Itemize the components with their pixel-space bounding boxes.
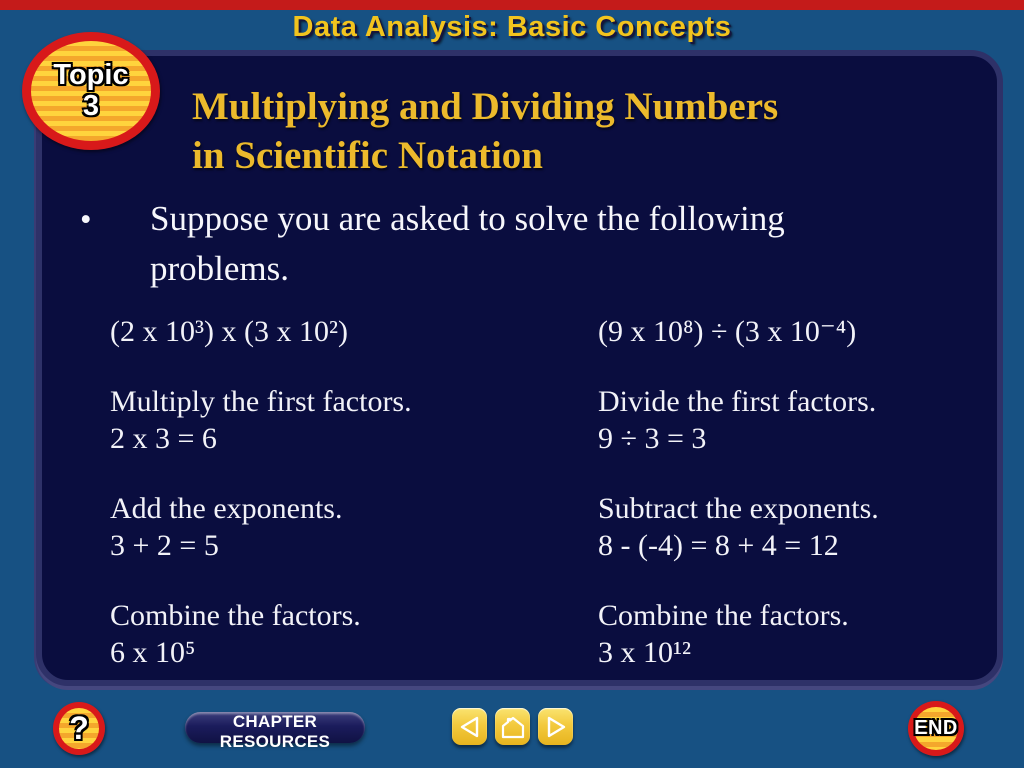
top-red-strip [0, 0, 1024, 10]
worked-example-multiplication [110, 313, 570, 704]
math-group [110, 383, 570, 457]
math-group [110, 490, 570, 564]
math-line: (2 x 10³) x (3 x 10²) [110, 315, 348, 348]
math-line: Subtract the exponents. [598, 492, 879, 525]
math-line: 3 + 2 = 5 [110, 529, 219, 562]
bullet-item [80, 194, 785, 294]
math-line: Add the exponents. [110, 492, 343, 525]
worked-example-division [598, 313, 1018, 704]
math-group [110, 313, 570, 350]
bullet-icon: • [80, 202, 92, 238]
forward-arrow-icon [543, 714, 569, 740]
bullet-text-line1: Suppose you are asked to solve the following [150, 199, 785, 238]
back-button[interactable] [452, 708, 487, 745]
math-group [598, 597, 1018, 671]
chapter-resources-button[interactable]: CHAPTER RESOURCES [185, 712, 365, 743]
math-line: 8 - (-4) = 8 + 4 = 12 [598, 529, 839, 562]
page-title: Data Analysis: Basic Concepts [292, 11, 732, 43]
math-group [598, 490, 1018, 564]
math-line: Divide the first factors. [598, 385, 877, 418]
math-line: (9 x 10⁸) ÷ (3 x 10⁻⁴) [598, 315, 857, 348]
math-line: Multiply the first factors. [110, 385, 412, 418]
math-line: Combine the factors. [598, 599, 849, 632]
bullet-text [150, 194, 785, 294]
slide-heading-line1: Multiplying and Dividing Numbers [192, 85, 779, 128]
topic-badge-text [53, 60, 128, 122]
math-group [598, 383, 1018, 457]
forward-button[interactable] [538, 708, 573, 745]
math-group [598, 313, 1018, 350]
content-panel [36, 50, 1003, 686]
math-group [110, 597, 570, 671]
topic-badge [22, 32, 160, 150]
back-arrow-icon [457, 714, 483, 740]
question-mark-icon: ? [69, 710, 89, 746]
math-line: 2 x 3 = 6 [110, 422, 217, 455]
slide-heading-line2: in Scientific Notation [192, 134, 543, 177]
math-line: Combine the factors. [110, 599, 361, 632]
slide-heading [192, 82, 778, 180]
math-line: 6 x 10⁵ [110, 636, 196, 669]
topic-badge-number: 3 [82, 90, 100, 122]
bullet-text-line2: problems. [150, 249, 290, 288]
home-button[interactable] [495, 708, 530, 745]
end-button[interactable] [908, 701, 964, 756]
end-button-label: END [914, 717, 958, 739]
home-icon [500, 714, 526, 740]
math-line: 9 ÷ 3 = 3 [598, 422, 707, 455]
help-button[interactable] [53, 702, 105, 755]
topic-badge-label: Topic [53, 59, 129, 91]
math-line: 3 x 10¹² [598, 636, 691, 669]
